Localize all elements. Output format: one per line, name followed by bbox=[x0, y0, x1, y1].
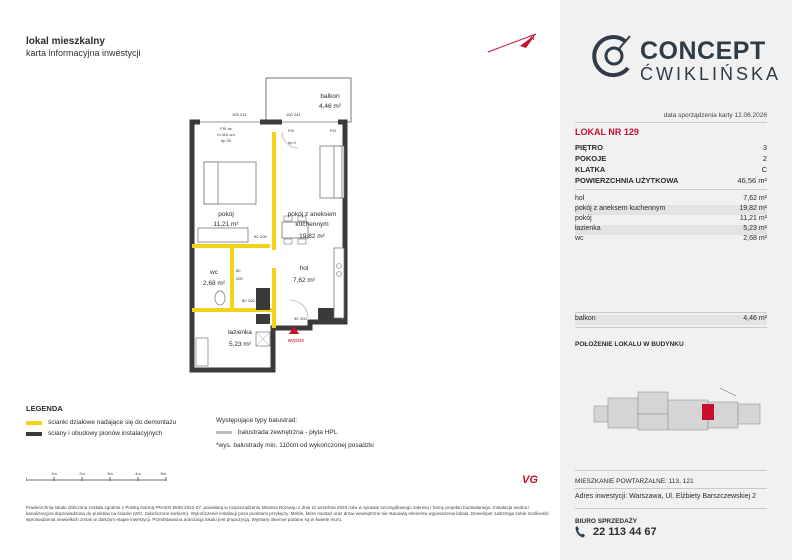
brand-logo-icon bbox=[588, 32, 636, 80]
door3-a: 80 bbox=[242, 298, 247, 303]
scale-bar bbox=[26, 470, 176, 484]
wc-name: wc bbox=[210, 269, 218, 276]
door2-b: 200 bbox=[236, 276, 243, 281]
balustrade-swatch bbox=[216, 431, 232, 434]
summary-row-klatka bbox=[575, 165, 767, 176]
summary-label: POWIERZCHNIA UŻYTKOWA bbox=[575, 176, 679, 185]
brand-name: CONCEPT bbox=[640, 37, 766, 65]
summary-value: C bbox=[761, 165, 767, 174]
phone-number[interactable]: 22 113 44 67 bbox=[593, 526, 657, 538]
divider bbox=[575, 508, 767, 509]
scale-tick: 5m bbox=[160, 471, 166, 476]
phone-contact[interactable] bbox=[575, 526, 657, 538]
developer-mark: VG bbox=[522, 474, 538, 486]
legend-label: ściany i obudowy pionów instalacyjnych bbox=[48, 430, 163, 437]
legend-label: ścianki działowe nadające się do demontażu bbox=[48, 419, 177, 426]
door3-b: 200 bbox=[248, 298, 255, 303]
brand-logo bbox=[588, 32, 788, 90]
duplex-info: MIESZKANIE POWTARZALNE: 113, 121 bbox=[575, 478, 694, 485]
brand-subname: ĆWIKLIŃSKA bbox=[640, 64, 782, 84]
aneks-area: 19,82 m² bbox=[299, 233, 325, 240]
card-date: data sporządzenia karty 12.06.2026 bbox=[663, 112, 767, 119]
door1-b: 200 bbox=[260, 234, 267, 239]
room-value: 19,82 m² bbox=[739, 205, 767, 212]
summary-value: 46,56 m² bbox=[737, 176, 767, 185]
sales-office-title: BIURO SPRZEDAŻY bbox=[575, 518, 638, 525]
balustrade-note: *wys. balustrady min. 110cm od wykończonej posadzki bbox=[216, 442, 374, 449]
summary-label: KLATKA bbox=[575, 165, 606, 174]
room-label: pokój z aneksem kuchennym bbox=[575, 205, 666, 212]
summary-value: 2 bbox=[762, 154, 767, 163]
scale-tick: 4m bbox=[135, 471, 141, 476]
summary-label: PIĘTRO bbox=[575, 143, 603, 152]
balkon-value: 4,46 m² bbox=[743, 315, 767, 322]
floor-plan bbox=[170, 70, 410, 390]
fix-label-2: FIX bbox=[330, 128, 337, 133]
room-row-pokoj bbox=[575, 215, 767, 225]
dim-d: 100 bbox=[286, 112, 293, 117]
fix-label-1: FIX bbox=[288, 128, 295, 133]
legend-item bbox=[26, 419, 176, 426]
dim-a: 211 bbox=[240, 112, 247, 117]
divider bbox=[575, 122, 767, 123]
summary-row-powierzchnia bbox=[575, 176, 767, 187]
divider bbox=[575, 470, 767, 471]
hol-name: hol bbox=[299, 265, 309, 272]
summary-label: POKOJE bbox=[575, 154, 607, 163]
room-value: 11,21 m² bbox=[739, 215, 767, 222]
balkon-name: balkon bbox=[320, 93, 340, 100]
room-label: wc bbox=[575, 235, 584, 242]
pokoj-name: pokój bbox=[218, 211, 234, 218]
divider bbox=[575, 189, 767, 190]
unit-highlight bbox=[702, 404, 714, 420]
wc-area: 2,68 m² bbox=[202, 280, 226, 287]
document-subtitle: karta informacyjna inwestycji bbox=[26, 48, 141, 58]
room-value: 2,68 m² bbox=[743, 235, 767, 242]
divider bbox=[575, 327, 767, 328]
summary-value: 3 bbox=[762, 143, 767, 152]
door4-b: 200 bbox=[300, 316, 307, 321]
balkon-label: balkon bbox=[575, 315, 596, 322]
scale-tick: 3m bbox=[107, 471, 113, 476]
scale-tick: 2m bbox=[79, 471, 85, 476]
divider bbox=[575, 488, 767, 489]
room-row-aneks bbox=[575, 205, 767, 215]
legend-swatch-yellow bbox=[26, 421, 42, 425]
room-value: 7,62 m² bbox=[743, 195, 767, 202]
window-note-1: FIX dx bbox=[220, 126, 232, 131]
footnote: Powierzchnia lokalu obliczona zostala zgodnie z Polską Normą PN-ISO 9836:2022-07, powołaną w rozporządzeniu Ministra Rozwoju z dnia 11 września 2020 roku w sprawie szczegółowego zakresu i formy projektu budowlanego. Instalacja wodna i kanalizacyjna doprowadzona do punktów na ścianie (WC, zakończone korkiem). Wykończenie instalacji poza punktami przyłączy. Meble, które montaż oraz drzwi wewnętrzne nie stanowią elementu wyposażenia lokalu. Deweloper zastrzega sobie możliwość wprowadzenia niewielkich zmian w dalszym etapie inwestycji. Przedstawiona aranżacja lokalu jest propozycją. Wymiary okienne podane są w świetle muru. bbox=[26, 505, 549, 523]
svg-text:N: N bbox=[530, 36, 535, 42]
divider bbox=[575, 312, 767, 313]
legend-swatch-dark bbox=[26, 432, 42, 436]
north-arrow-icon bbox=[486, 30, 542, 56]
balustrade-item bbox=[216, 429, 337, 436]
aneks-name-1: pokój z aneksem bbox=[287, 211, 337, 218]
room-row-lazienka bbox=[575, 225, 767, 235]
legend-title: LEGENDA bbox=[26, 404, 63, 413]
hol-area: 7,62 m² bbox=[292, 277, 316, 284]
pokoj-area: 11,21 m² bbox=[213, 221, 239, 228]
dim-c: 241 bbox=[294, 112, 301, 117]
position-title: POŁOŻENIE LOKALU W BUDYNKU bbox=[575, 341, 684, 348]
legend-item bbox=[26, 430, 162, 437]
door4-a: 90 bbox=[294, 316, 299, 321]
document-title: lokal mieszkalny bbox=[26, 36, 105, 47]
investment-address: Adres inwestycji: Warszawa, Ul. Elżbiety Barszczewskiej 2 bbox=[575, 493, 757, 500]
lazienka-area: 5,23 m² bbox=[228, 341, 252, 348]
room-label: łazienka bbox=[575, 225, 601, 232]
dim-b: 105 bbox=[232, 112, 239, 117]
room-value: 5,23 m² bbox=[743, 225, 767, 232]
lazienka-name: łazienka bbox=[228, 329, 252, 336]
entrance-label: wejście bbox=[287, 338, 305, 344]
summary-row-pietro bbox=[575, 143, 767, 154]
room-label: hol bbox=[575, 195, 585, 202]
room-row-wc bbox=[575, 235, 767, 245]
summary-row-pokoje bbox=[575, 154, 767, 165]
door2-a: 80 bbox=[236, 268, 241, 273]
window-note-2: h=110 cm bbox=[217, 132, 235, 137]
scale-tick: 1m bbox=[51, 471, 57, 476]
door1-a: 90 bbox=[254, 234, 259, 239]
window-note-3: hp 20 bbox=[220, 138, 232, 143]
aneks-name-2: kuchennym bbox=[295, 221, 329, 228]
room-row-balkon bbox=[575, 315, 767, 325]
lokal-number: LOKAL NR 129 bbox=[575, 127, 639, 137]
hp0-label: hp 0 bbox=[288, 140, 296, 145]
room-row-hol bbox=[575, 195, 767, 205]
balustrade-title: Występujące typy balustrad: bbox=[216, 417, 298, 424]
balkon-area: 4,46 m² bbox=[318, 103, 342, 110]
phone-icon bbox=[575, 526, 585, 538]
room-label: pokój bbox=[575, 215, 592, 222]
building-position-map bbox=[590, 386, 765, 442]
balustrade-label: balustrada zewnętrzna - płyta HPL bbox=[238, 429, 338, 436]
